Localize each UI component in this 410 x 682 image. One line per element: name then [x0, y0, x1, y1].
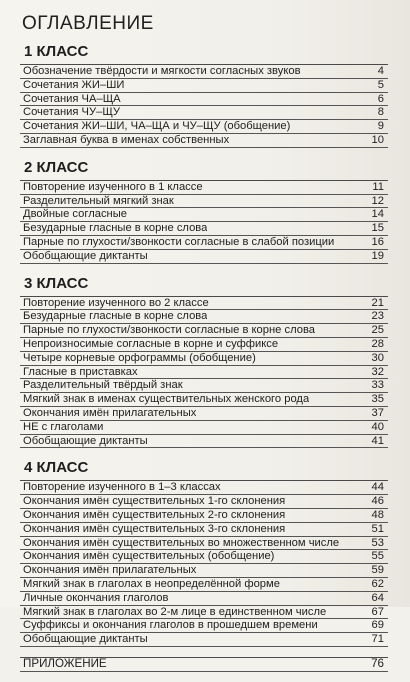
- entry-title: Окончания имён существительных 2-го склонения: [23, 508, 286, 521]
- entry-page: 35: [371, 393, 384, 406]
- entry-page: 40: [371, 420, 384, 433]
- entry-page: 8: [377, 106, 384, 119]
- entry-title: Окончания имён существительных 1-го склонения: [23, 495, 286, 508]
- section-heading: 3 КЛАСС: [24, 274, 89, 292]
- entry-title: Заглавная буква в именах собственных: [23, 133, 230, 146]
- section-heading: 1 КЛАСС: [24, 43, 89, 60]
- toc-entry[interactable]: [20, 338, 388, 352]
- page-title: ОГЛАВЛЕНИЕ: [22, 13, 154, 34]
- toc-entry[interactable]: [20, 134, 388, 148]
- section-heading: 2 КЛАСС: [24, 158, 89, 176]
- entry-list: [20, 64, 388, 148]
- toc-entry[interactable]: [20, 79, 388, 93]
- entry-page: 11: [372, 180, 384, 193]
- entry-list: [20, 657, 388, 672]
- entry-title: Непроизносимые согласные в корне и суффиксе: [23, 337, 279, 350]
- entry-title: Четыре корневые орфограммы (обобщение): [23, 351, 256, 364]
- entry-title: Сочетания ЖИ–ШИ, ЧА–ЩА и ЧУ–ЩУ (обобщение): [23, 120, 291, 133]
- entry-page: 4: [377, 65, 384, 77]
- entry-page: 30: [371, 351, 384, 364]
- toc-entry[interactable]: [20, 495, 388, 509]
- toc-entry[interactable]: [20, 366, 388, 380]
- entry-page: 33: [371, 379, 384, 392]
- entry-title: Безударные гласные в корне слова: [23, 310, 208, 323]
- entry-title: Мягкий знак в глаголах в неопределённой форме: [23, 577, 280, 590]
- entry-title: Разделительный твёрдый знак: [23, 379, 183, 392]
- section-grade-4: [20, 458, 388, 647]
- entry-page: 14: [371, 208, 384, 221]
- entry-title: Повторение изученного в 1–3 классах: [23, 481, 221, 494]
- entry-page: 62: [371, 577, 384, 590]
- entry-page: 69: [371, 619, 384, 632]
- entry-title: Мягкий знак в глаголах во 2-м лице в единственном числе: [23, 605, 327, 618]
- section-grade-2: [20, 158, 388, 264]
- entry-title: Окончания имён существительных (обобщение): [23, 550, 275, 563]
- entry-title: Обобщающие диктанты: [23, 249, 148, 262]
- entry-page: 15: [371, 222, 384, 235]
- entry-title: Окончания имён прилагательных: [23, 406, 197, 419]
- entry-page: 28: [371, 337, 384, 350]
- toc-entry[interactable]: [20, 481, 388, 495]
- entry-page: 5: [377, 78, 384, 91]
- toc-entry[interactable]: [20, 550, 388, 564]
- toc-entry[interactable]: [20, 379, 388, 393]
- entry-page: 46: [371, 495, 384, 508]
- entry-title: ПРИЛОЖЕНИЕ: [23, 657, 107, 670]
- entry-title: Окончания имён существительных 3-го склонения: [23, 522, 286, 535]
- entry-page: 32: [371, 365, 384, 378]
- entry-page: 10: [371, 133, 384, 146]
- toc-entry[interactable]: [20, 181, 388, 195]
- entry-title: Сочетания ЧА–ЩА: [23, 92, 121, 105]
- toc-entry[interactable]: [20, 250, 388, 264]
- entry-page: 21: [371, 296, 384, 309]
- entry-title: Обобщающие диктанты: [23, 633, 148, 646]
- entry-list: [20, 480, 388, 647]
- entry-page: 76: [371, 656, 384, 670]
- toc-entry[interactable]: [20, 106, 388, 120]
- toc-entry[interactable]: [20, 619, 388, 633]
- entry-page: 41: [371, 434, 384, 447]
- section-appendix: [20, 657, 388, 672]
- entry-title: Двойные согласные: [23, 208, 127, 221]
- entry-title: Сочетания ЧУ–ЩУ: [23, 106, 120, 119]
- entry-page: 53: [371, 536, 384, 549]
- toc-entry[interactable]: [20, 93, 388, 107]
- toc-entry[interactable]: [20, 435, 388, 449]
- entry-page: 48: [371, 508, 384, 521]
- toc-entry[interactable]: [20, 606, 388, 620]
- entry-page: 25: [371, 324, 384, 337]
- section-grade-1: [20, 42, 388, 148]
- entry-page: 51: [371, 522, 384, 535]
- toc-entry[interactable]: [20, 297, 388, 311]
- entry-list: [20, 296, 388, 449]
- toc-entry[interactable]: [20, 421, 388, 435]
- toc-entry-appendix[interactable]: [20, 658, 388, 672]
- toc-entry[interactable]: [20, 324, 388, 338]
- toc-entry[interactable]: [20, 407, 388, 421]
- toc-entry[interactable]: [20, 393, 388, 407]
- entry-page: 44: [371, 481, 384, 494]
- toc-entry[interactable]: [20, 310, 388, 324]
- table-of-contents: [20, 12, 388, 682]
- entry-page: 12: [371, 194, 384, 207]
- entry-page: 9: [377, 120, 384, 133]
- entry-title: Разделительный мягкий знак: [23, 194, 174, 207]
- entry-title: Суффиксы и окончания глаголов в прошедшем времени: [23, 619, 318, 632]
- toc-entry[interactable]: [20, 564, 388, 578]
- entry-page: 67: [371, 605, 384, 618]
- entry-title: Обобщающие диктанты: [23, 434, 148, 447]
- entry-page: 71: [371, 633, 384, 646]
- section-grade-3: [20, 274, 388, 449]
- entry-page: 16: [371, 235, 384, 248]
- toc-entry[interactable]: [20, 633, 388, 647]
- entry-title: НЕ с глаголами: [23, 420, 104, 433]
- toc-entry[interactable]: [20, 195, 388, 209]
- entry-title: Повторение изученного во 2 классе: [23, 296, 209, 309]
- entry-title: Окончания имён существительных во множественном числе: [23, 536, 340, 549]
- toc-entry[interactable]: [20, 537, 388, 551]
- entry-page: 37: [371, 406, 384, 419]
- entry-title: Повторение изученного в 1 классе: [23, 180, 203, 193]
- entry-title: Личные окончания глаголов: [23, 591, 169, 604]
- entry-title: Парные по глухости/звонкости согласные в корне слова: [23, 324, 316, 337]
- toc-entry[interactable]: [20, 523, 388, 537]
- entry-title: Мягкий знак в именах существительных женского рода: [23, 393, 310, 406]
- toc-entry[interactable]: [20, 352, 388, 366]
- toc-entry[interactable]: [20, 208, 388, 222]
- toc-entry[interactable]: [20, 578, 388, 592]
- entry-list: [20, 180, 388, 264]
- entry-page: 19: [371, 249, 384, 262]
- toc-entry[interactable]: [20, 222, 388, 236]
- entry-page: 55: [371, 550, 384, 563]
- entry-title: Гласные в приставках: [23, 365, 138, 378]
- toc-entry[interactable]: [20, 236, 388, 250]
- entry-page: 59: [371, 564, 384, 577]
- entry-page: 23: [371, 310, 384, 323]
- entry-title: Парные по глухости/звонкости согласные в слабой позиции: [23, 235, 335, 248]
- entry-page: 64: [371, 591, 384, 604]
- entry-title: Безударные гласные в корне слова: [23, 222, 208, 235]
- toc-entry[interactable]: [20, 592, 388, 606]
- toc-entry[interactable]: [20, 65, 388, 79]
- section-heading: 4 КЛАСС: [24, 459, 89, 477]
- entry-title: Сочетания ЖИ–ШИ: [23, 78, 125, 91]
- entry-title: Обозначение твёрдости и мягкости согласных звуков: [23, 65, 301, 77]
- entry-page: 6: [377, 92, 384, 105]
- toc-entry[interactable]: [20, 120, 388, 134]
- toc-entry[interactable]: [20, 509, 388, 523]
- entry-title: Окончания имён прилагательных: [23, 564, 197, 577]
